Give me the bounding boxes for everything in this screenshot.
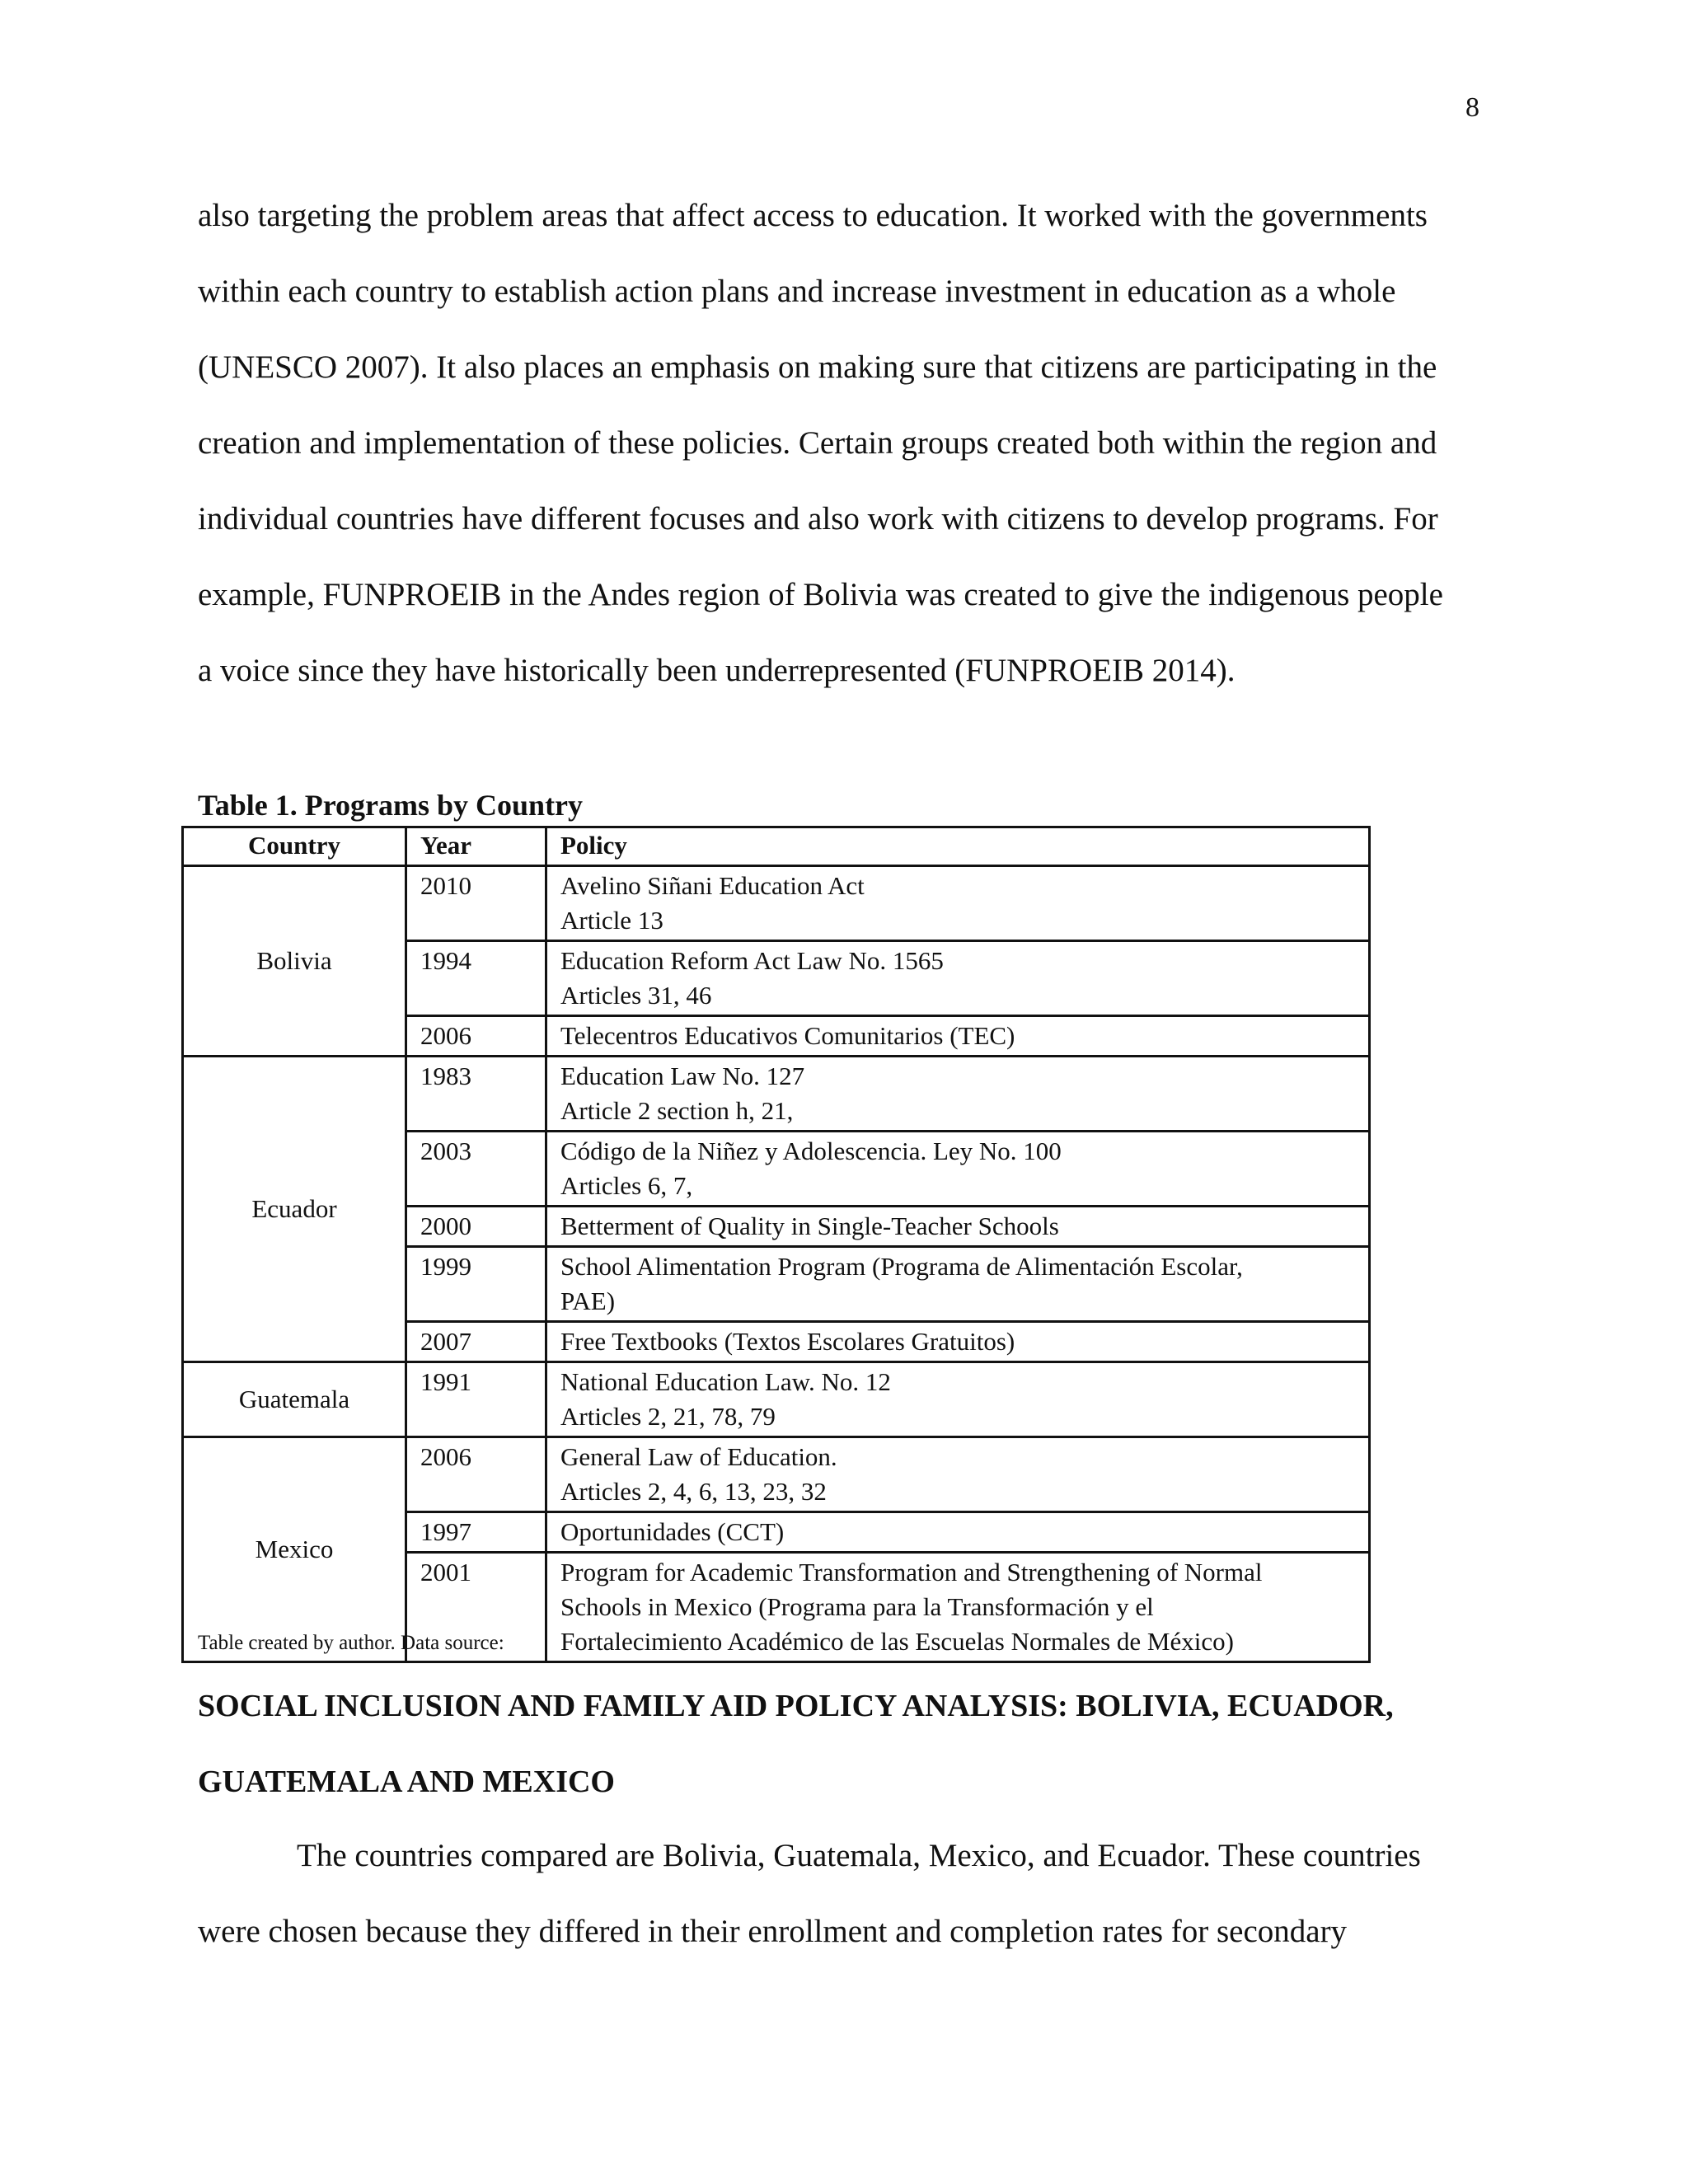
policy-line: Article 2 section h, 21, [560, 1096, 794, 1125]
section-heading [198, 1668, 1500, 1820]
header-year: Year [406, 827, 546, 866]
year-cell: 2001 [406, 1553, 546, 1662]
policy-cell [546, 1322, 1370, 1362]
year-cell: 1997 [406, 1512, 546, 1553]
paragraph-line: also targeting the problem areas that affect access to education. It worked with the governments [198, 198, 1428, 233]
table-row [183, 866, 1370, 941]
policy-cell [546, 1553, 1370, 1662]
body-paragraph-1 [198, 178, 1492, 709]
section-heading-line: SOCIAL INCLUSION AND FAMILY AID POLICY ANALYSIS: BOLIVIA, ECUADOR, [198, 1689, 1394, 1723]
policy-line: Article 13 [560, 906, 663, 935]
year-cell: 2006 [406, 1016, 546, 1057]
policy-line: National Education Law. No. 12 [560, 1367, 891, 1396]
country-cell: Mexico [183, 1437, 406, 1662]
table-header-row [183, 827, 1370, 866]
policy-line: Schools in Mexico (Programa para la Transformación y el [560, 1592, 1154, 1621]
policy-cell [546, 941, 1370, 1016]
table-row [183, 1057, 1370, 1132]
paragraph-line: were chosen because they differed in their enrollment and completion rates for secondary [198, 1914, 1348, 1949]
year-cell: 2000 [406, 1207, 546, 1247]
policy-line: Betterment of Quality in Single-Teacher Schools [560, 1212, 1059, 1240]
policy-line: Education Law No. 127 [560, 1062, 805, 1090]
paragraph-line: example, FUNPROEIB in the Andes region of Bolivia was created to give the indigenous people [198, 577, 1443, 612]
policy-line: Education Reform Act Law No. 1565 [560, 946, 944, 975]
policy-line: Free Textbooks (Textos Escolares Gratuitos) [560, 1327, 1015, 1356]
table-source-note: Table created by author. Data source: [198, 1632, 504, 1654]
table-row [183, 1437, 1370, 1512]
year-cell: 2003 [406, 1132, 546, 1207]
paragraph-line: (UNESCO 2007). It also places an emphasis on making sure that citizens are participating in the [198, 349, 1437, 385]
policy-line: Articles 2, 4, 6, 13, 23, 32 [560, 1477, 827, 1506]
policy-line: Telecentros Educativos Comunitarios (TEC) [560, 1021, 1015, 1050]
header-country: Country [183, 827, 406, 866]
paragraph-line: within each country to establish action plans and increase investment in education as a whole [198, 274, 1396, 309]
year-cell: 1991 [406, 1362, 546, 1437]
year-cell: 2006 [406, 1437, 546, 1512]
policy-line: Avelino Siñani Education Act [560, 871, 865, 900]
paragraph-line: a voice since they have historically been underrepresented (FUNPROEIB 2014). [198, 653, 1236, 688]
body-paragraph-2 [198, 1818, 1492, 1970]
country-cell: Bolivia [183, 866, 406, 1057]
table-body [183, 866, 1370, 1662]
policy-line: Articles 31, 46 [560, 981, 712, 1010]
table-caption: Table 1. Programs by Country [198, 789, 584, 822]
policy-line: Program for Academic Transformation and Strengthening of Normal [560, 1558, 1263, 1586]
policy-line: Oportunidades (CCT) [560, 1517, 785, 1546]
policy-line: Articles 2, 21, 78, 79 [560, 1402, 776, 1431]
policy-cell [546, 1512, 1370, 1553]
section-heading-line: GUATEMALA AND MEXICO [198, 1765, 615, 1799]
policy-line: General Law of Education. [560, 1442, 837, 1471]
year-cell: 2007 [406, 1322, 546, 1362]
paragraph-line: creation and implementation of these policies. Certain groups created both within the region and [198, 425, 1437, 461]
policy-cell [546, 1247, 1370, 1322]
policy-cell [546, 1207, 1370, 1247]
paragraph-line: The countries compared are Bolivia, Guatemala, Mexico, and Ecuador. These countries [297, 1838, 1421, 1873]
header-policy: Policy [546, 827, 1370, 866]
policy-line: School Alimentation Program (Programa de Alimentación Escolar, [560, 1252, 1243, 1281]
policy-line: Fortalecimiento Académico de las Escuelas Normales de México) [560, 1627, 1234, 1656]
country-cell: Ecuador [183, 1057, 406, 1362]
policy-cell [546, 1057, 1370, 1132]
country-cell: Guatemala [183, 1362, 406, 1437]
policy-line: Código de la Niñez y Adolescencia. Ley No. 100 [560, 1137, 1062, 1165]
policy-line: Articles 6, 7, [560, 1171, 693, 1200]
year-cell: 1994 [406, 941, 546, 1016]
year-cell: 1999 [406, 1247, 546, 1322]
page-number: 8 [1465, 92, 1479, 123]
policy-line: PAE) [560, 1286, 616, 1315]
policy-cell [546, 1132, 1370, 1207]
paragraph-line: individual countries have different focuses and also work with citizens to develop programs. For [198, 501, 1438, 537]
programs-by-country-table [181, 826, 1371, 1663]
policy-cell [546, 1016, 1370, 1057]
policy-cell [546, 866, 1370, 941]
year-cell: 2010 [406, 866, 546, 941]
year-cell: 1983 [406, 1057, 546, 1132]
policy-cell [546, 1362, 1370, 1437]
policy-cell [546, 1437, 1370, 1512]
table-row [183, 1362, 1370, 1437]
